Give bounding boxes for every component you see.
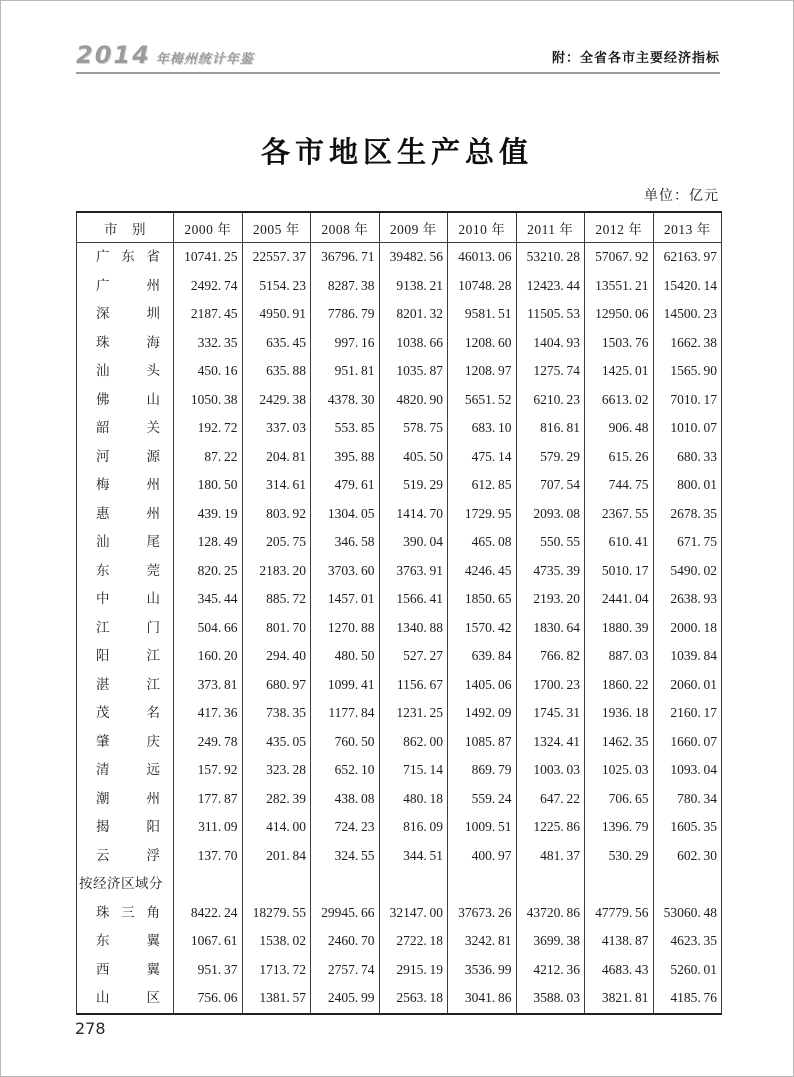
value-cell xyxy=(585,870,654,899)
value-cell: 294. 40 xyxy=(242,642,311,671)
value-cell: 475. 14 xyxy=(448,443,517,472)
value-cell: 671. 75 xyxy=(653,528,722,557)
city-name-cell: 珠 海 xyxy=(77,329,174,358)
value-cell: 906. 48 xyxy=(585,414,654,443)
value-cell: 800. 01 xyxy=(653,471,722,500)
value-cell: 1208. 97 xyxy=(448,357,517,386)
value-cell: 479. 61 xyxy=(311,471,380,500)
city-name-cell: 清 远 xyxy=(77,756,174,785)
value-cell: 683. 10 xyxy=(448,414,517,443)
value-cell: 1565. 90 xyxy=(653,357,722,386)
value-cell: 1700. 23 xyxy=(516,671,585,700)
table-header xyxy=(77,212,722,243)
table-row xyxy=(77,272,722,301)
value-cell: 465. 08 xyxy=(448,528,517,557)
column-header-year: 2011 年 xyxy=(516,212,585,243)
value-cell: 7010. 17 xyxy=(653,386,722,415)
value-cell: 1156. 67 xyxy=(379,671,448,700)
value-cell: 1010. 07 xyxy=(653,414,722,443)
city-name-cell: 肇 庆 xyxy=(77,728,174,757)
city-name-cell: 广 州 xyxy=(77,272,174,301)
table-row xyxy=(77,243,722,272)
value-cell: 1225. 86 xyxy=(516,813,585,842)
value-cell: 766. 82 xyxy=(516,642,585,671)
table-row xyxy=(77,813,722,842)
value-cell: 1566. 41 xyxy=(379,585,448,614)
value-cell: 2678. 35 xyxy=(653,500,722,529)
value-cell: 205. 75 xyxy=(242,528,311,557)
value-cell: 635. 88 xyxy=(242,357,311,386)
value-cell: 4623. 35 xyxy=(653,927,722,956)
value-cell: 7786. 79 xyxy=(311,300,380,329)
value-cell: 6613. 02 xyxy=(585,386,654,415)
value-cell: 553. 85 xyxy=(311,414,380,443)
value-cell: 3699. 38 xyxy=(516,927,585,956)
value-cell: 2638. 93 xyxy=(653,585,722,614)
value-cell: 249. 78 xyxy=(174,728,243,757)
value-cell: 615. 26 xyxy=(585,443,654,472)
value-cell: 724. 23 xyxy=(311,813,380,842)
value-cell: 738. 35 xyxy=(242,699,311,728)
table-row xyxy=(77,528,722,557)
table-row xyxy=(77,386,722,415)
value-cell: 1503. 76 xyxy=(585,329,654,358)
value-cell: 8422. 24 xyxy=(174,899,243,928)
value-cell: 1038. 66 xyxy=(379,329,448,358)
city-name-cell: 山 区 xyxy=(77,984,174,1014)
city-name-cell: 汕 尾 xyxy=(77,528,174,557)
value-cell: 12423. 44 xyxy=(516,272,585,301)
value-cell: 1462. 35 xyxy=(585,728,654,757)
value-cell: 53210. 28 xyxy=(516,243,585,272)
value-cell: 414. 00 xyxy=(242,813,311,842)
value-cell: 1880. 39 xyxy=(585,614,654,643)
value-cell: 32147. 00 xyxy=(379,899,448,928)
value-cell: 344. 51 xyxy=(379,842,448,871)
value-cell: 1035. 87 xyxy=(379,357,448,386)
value-cell: 706. 65 xyxy=(585,785,654,814)
value-cell: 1414. 70 xyxy=(379,500,448,529)
value-cell: 5260. 01 xyxy=(653,956,722,985)
value-cell: 2441. 04 xyxy=(585,585,654,614)
value-cell: 2492. 74 xyxy=(174,272,243,301)
value-cell: 1457. 01 xyxy=(311,585,380,614)
value-cell: 87. 22 xyxy=(174,443,243,472)
value-cell: 2722. 18 xyxy=(379,927,448,956)
value-cell: 137. 70 xyxy=(174,842,243,871)
table-row xyxy=(77,842,722,871)
value-cell: 323. 28 xyxy=(242,756,311,785)
value-cell: 1860. 22 xyxy=(585,671,654,700)
value-cell: 8287. 38 xyxy=(311,272,380,301)
table-row xyxy=(77,329,722,358)
value-cell: 2405. 99 xyxy=(311,984,380,1014)
table-row xyxy=(77,557,722,586)
value-cell: 400. 97 xyxy=(448,842,517,871)
logo-year-text: 2014 xyxy=(76,41,151,69)
value-cell: 192. 72 xyxy=(174,414,243,443)
table-row xyxy=(77,671,722,700)
value-cell: 635. 45 xyxy=(242,329,311,358)
table-row xyxy=(77,899,722,928)
value-cell: 1538. 02 xyxy=(242,927,311,956)
value-cell: 10748. 28 xyxy=(448,272,517,301)
value-cell: 707. 54 xyxy=(516,471,585,500)
value-cell: 417. 36 xyxy=(174,699,243,728)
value-cell xyxy=(174,870,243,899)
value-cell xyxy=(242,870,311,899)
table-row xyxy=(77,785,722,814)
value-cell: 36796. 71 xyxy=(311,243,380,272)
value-cell: 862. 00 xyxy=(379,728,448,757)
value-cell: 373. 81 xyxy=(174,671,243,700)
column-header-year: 2000 年 xyxy=(174,212,243,243)
value-cell: 157. 92 xyxy=(174,756,243,785)
value-cell: 282. 39 xyxy=(242,785,311,814)
value-cell: 180. 50 xyxy=(174,471,243,500)
value-cell: 4735. 39 xyxy=(516,557,585,586)
value-cell: 559. 24 xyxy=(448,785,517,814)
value-cell: 780. 34 xyxy=(653,785,722,814)
value-cell: 3041. 86 xyxy=(448,984,517,1014)
value-cell: 1729. 95 xyxy=(448,500,517,529)
city-name-cell: 中 山 xyxy=(77,585,174,614)
table-row xyxy=(77,984,722,1014)
value-cell: 128. 49 xyxy=(174,528,243,557)
city-name-cell: 茂 名 xyxy=(77,699,174,728)
table-row xyxy=(77,756,722,785)
value-cell: 1067. 61 xyxy=(174,927,243,956)
value-cell: 29945. 66 xyxy=(311,899,380,928)
value-cell: 610. 41 xyxy=(585,528,654,557)
value-cell: 519. 29 xyxy=(379,471,448,500)
value-cell: 3763. 91 xyxy=(379,557,448,586)
section-label-cell: 按经济区域分 xyxy=(77,870,174,899)
value-cell: 4212. 36 xyxy=(516,956,585,985)
value-cell: 13551. 21 xyxy=(585,272,654,301)
value-cell: 204. 81 xyxy=(242,443,311,472)
value-cell: 481. 37 xyxy=(516,842,585,871)
value-cell: 579. 29 xyxy=(516,443,585,472)
value-cell: 1275. 74 xyxy=(516,357,585,386)
value-cell: 1177. 84 xyxy=(311,699,380,728)
value-cell: 647. 22 xyxy=(516,785,585,814)
value-cell: 1208. 60 xyxy=(448,329,517,358)
value-cell: 1009. 51 xyxy=(448,813,517,842)
value-cell: 9138. 21 xyxy=(379,272,448,301)
unit-label: 单位：亿元 xyxy=(644,189,719,204)
value-cell xyxy=(448,870,517,899)
value-cell: 8201. 32 xyxy=(379,300,448,329)
table-row xyxy=(77,614,722,643)
value-cell: 3703. 60 xyxy=(311,557,380,586)
value-cell: 3242. 81 xyxy=(448,927,517,956)
value-cell: 1039. 84 xyxy=(653,642,722,671)
value-cell: 1745. 31 xyxy=(516,699,585,728)
value-cell: 4950. 91 xyxy=(242,300,311,329)
value-cell: 1270. 88 xyxy=(311,614,380,643)
value-cell: 578. 75 xyxy=(379,414,448,443)
value-cell: 57067. 92 xyxy=(585,243,654,272)
table-row xyxy=(77,699,722,728)
value-cell: 62163. 97 xyxy=(653,243,722,272)
value-cell: 801. 70 xyxy=(242,614,311,643)
value-cell: 1085. 87 xyxy=(448,728,517,757)
value-cell: 530. 29 xyxy=(585,842,654,871)
city-name-cell: 江 门 xyxy=(77,614,174,643)
value-cell: 5651. 52 xyxy=(448,386,517,415)
value-cell: 6210. 23 xyxy=(516,386,585,415)
value-cell: 337. 03 xyxy=(242,414,311,443)
value-cell: 39482. 56 xyxy=(379,243,448,272)
value-cell: 1304. 05 xyxy=(311,500,380,529)
value-cell: 1492. 09 xyxy=(448,699,517,728)
value-cell: 311. 09 xyxy=(174,813,243,842)
value-cell: 869. 79 xyxy=(448,756,517,785)
value-cell: 504. 66 xyxy=(174,614,243,643)
value-cell: 22557. 37 xyxy=(242,243,311,272)
value-cell: 2060. 01 xyxy=(653,671,722,700)
city-name-cell: 揭 阳 xyxy=(77,813,174,842)
value-cell: 887. 03 xyxy=(585,642,654,671)
city-name-cell: 广 东 省 xyxy=(77,243,174,272)
logo-title-text: 年梅州统计年鉴 xyxy=(155,52,254,67)
city-name-cell: 潮 州 xyxy=(77,785,174,814)
gdp-table xyxy=(76,211,722,1015)
value-cell: 1570. 42 xyxy=(448,614,517,643)
value-cell: 1405. 06 xyxy=(448,671,517,700)
value-cell: 405. 50 xyxy=(379,443,448,472)
value-cell: 43720. 86 xyxy=(516,899,585,928)
value-cell: 803. 92 xyxy=(242,500,311,529)
value-cell: 1396. 79 xyxy=(585,813,654,842)
value-cell: 332. 35 xyxy=(174,329,243,358)
city-name-cell: 佛 山 xyxy=(77,386,174,415)
value-cell: 1404. 93 xyxy=(516,329,585,358)
value-cell: 345. 44 xyxy=(174,585,243,614)
value-cell: 4820. 90 xyxy=(379,386,448,415)
value-cell: 1025. 03 xyxy=(585,756,654,785)
value-cell: 680. 97 xyxy=(242,671,311,700)
value-cell: 2915. 19 xyxy=(379,956,448,985)
column-header-year: 2012 年 xyxy=(585,212,654,243)
city-name-cell: 汕 头 xyxy=(77,357,174,386)
city-name-cell: 河 源 xyxy=(77,443,174,472)
value-cell: 2367. 55 xyxy=(585,500,654,529)
table-row xyxy=(77,443,722,472)
value-cell: 2183. 20 xyxy=(242,557,311,586)
value-cell: 439. 19 xyxy=(174,500,243,529)
value-cell: 177. 87 xyxy=(174,785,243,814)
value-cell: 4138. 87 xyxy=(585,927,654,956)
table-row xyxy=(77,500,722,529)
city-name-cell: 东 莞 xyxy=(77,557,174,586)
value-cell: 2429. 38 xyxy=(242,386,311,415)
value-cell: 2460. 70 xyxy=(311,927,380,956)
table-row xyxy=(77,927,722,956)
column-header-year: 2013 年 xyxy=(653,212,722,243)
value-cell: 4378. 30 xyxy=(311,386,380,415)
value-cell: 53060. 48 xyxy=(653,899,722,928)
value-cell xyxy=(516,870,585,899)
table-row xyxy=(77,585,722,614)
city-name-cell: 云 浮 xyxy=(77,842,174,871)
value-cell: 1050. 38 xyxy=(174,386,243,415)
value-cell: 1662. 38 xyxy=(653,329,722,358)
value-cell xyxy=(379,870,448,899)
value-cell: 10741. 25 xyxy=(174,243,243,272)
table-row xyxy=(77,414,722,443)
yearbook-logo xyxy=(76,43,254,67)
value-cell: 756. 06 xyxy=(174,984,243,1014)
city-name-cell: 韶 关 xyxy=(77,414,174,443)
table-row xyxy=(77,357,722,386)
value-cell xyxy=(311,870,380,899)
column-header-year: 2010 年 xyxy=(448,212,517,243)
city-name-cell: 阳 江 xyxy=(77,642,174,671)
value-cell: 760. 50 xyxy=(311,728,380,757)
value-cell: 680. 33 xyxy=(653,443,722,472)
value-cell: 1003. 03 xyxy=(516,756,585,785)
value-cell: 1381. 57 xyxy=(242,984,311,1014)
value-cell: 435. 05 xyxy=(242,728,311,757)
value-cell: 820. 25 xyxy=(174,557,243,586)
column-header-year: 2005 年 xyxy=(242,212,311,243)
value-cell: 37673. 26 xyxy=(448,899,517,928)
column-header-year: 2008 年 xyxy=(311,212,380,243)
table-row xyxy=(77,728,722,757)
table-row xyxy=(77,642,722,671)
value-cell: 652. 10 xyxy=(311,756,380,785)
city-name-cell: 梅 州 xyxy=(77,471,174,500)
value-cell: 1093. 04 xyxy=(653,756,722,785)
table-row xyxy=(77,870,722,899)
value-cell: 2160. 17 xyxy=(653,699,722,728)
page-number: 278 xyxy=(75,1019,106,1038)
value-cell: 1099. 41 xyxy=(311,671,380,700)
value-cell: 12950. 06 xyxy=(585,300,654,329)
city-name-cell: 东 翼 xyxy=(77,927,174,956)
value-cell: 2193. 20 xyxy=(516,585,585,614)
value-cell: 527. 27 xyxy=(379,642,448,671)
city-name-cell: 惠 州 xyxy=(77,500,174,529)
value-cell: 160. 20 xyxy=(174,642,243,671)
city-name-cell: 湛 江 xyxy=(77,671,174,700)
value-cell: 2757. 74 xyxy=(311,956,380,985)
value-cell: 1713. 72 xyxy=(242,956,311,985)
value-cell: 951. 37 xyxy=(174,956,243,985)
value-cell: 4246. 45 xyxy=(448,557,517,586)
page-title: 各市地区生产总值 xyxy=(260,137,533,169)
value-cell: 9581. 51 xyxy=(448,300,517,329)
value-cell: 1340. 88 xyxy=(379,614,448,643)
value-cell: 11505. 53 xyxy=(516,300,585,329)
value-cell: 3821. 81 xyxy=(585,984,654,1014)
table-row xyxy=(77,300,722,329)
table-header-row xyxy=(77,212,722,243)
value-cell: 4185. 76 xyxy=(653,984,722,1014)
value-cell: 1425. 01 xyxy=(585,357,654,386)
value-cell: 390. 04 xyxy=(379,528,448,557)
city-name-cell: 西 翼 xyxy=(77,956,174,985)
table-row xyxy=(77,471,722,500)
value-cell: 885. 72 xyxy=(242,585,311,614)
value-cell: 3588. 03 xyxy=(516,984,585,1014)
value-cell: 450. 16 xyxy=(174,357,243,386)
value-cell: 2093. 08 xyxy=(516,500,585,529)
value-cell: 4683. 43 xyxy=(585,956,654,985)
value-cell: 18279. 55 xyxy=(242,899,311,928)
value-cell: 1850. 65 xyxy=(448,585,517,614)
running-header xyxy=(76,43,720,74)
value-cell: 744. 75 xyxy=(585,471,654,500)
value-cell: 395. 88 xyxy=(311,443,380,472)
value-cell: 46013. 06 xyxy=(448,243,517,272)
value-cell: 346. 58 xyxy=(311,528,380,557)
value-cell: 1605. 35 xyxy=(653,813,722,842)
value-cell: 2563. 18 xyxy=(379,984,448,1014)
value-cell: 314. 61 xyxy=(242,471,311,500)
column-header-year: 2009 年 xyxy=(379,212,448,243)
city-name-cell: 深 圳 xyxy=(77,300,174,329)
value-cell: 201. 84 xyxy=(242,842,311,871)
value-cell: 480. 50 xyxy=(311,642,380,671)
value-cell: 1660. 07 xyxy=(653,728,722,757)
value-cell xyxy=(653,870,722,899)
value-cell: 2000. 18 xyxy=(653,614,722,643)
value-cell: 816. 81 xyxy=(516,414,585,443)
value-cell: 1936. 18 xyxy=(585,699,654,728)
value-cell: 997. 16 xyxy=(311,329,380,358)
value-cell: 480. 18 xyxy=(379,785,448,814)
value-cell: 715. 14 xyxy=(379,756,448,785)
table-row xyxy=(77,956,722,985)
value-cell: 5154. 23 xyxy=(242,272,311,301)
value-cell: 639. 84 xyxy=(448,642,517,671)
value-cell: 15420. 14 xyxy=(653,272,722,301)
value-cell: 816. 09 xyxy=(379,813,448,842)
value-cell: 550. 55 xyxy=(516,528,585,557)
value-cell: 612. 85 xyxy=(448,471,517,500)
value-cell: 951. 81 xyxy=(311,357,380,386)
value-cell: 324. 55 xyxy=(311,842,380,871)
column-header-city: 市 别 xyxy=(77,212,174,243)
table-body xyxy=(77,243,722,1014)
value-cell: 3536. 99 xyxy=(448,956,517,985)
value-cell: 1830. 64 xyxy=(516,614,585,643)
value-cell: 14500. 23 xyxy=(653,300,722,329)
value-cell: 5490. 02 xyxy=(653,557,722,586)
city-name-cell: 珠 三 角 xyxy=(77,899,174,928)
value-cell: 2187. 45 xyxy=(174,300,243,329)
value-cell: 1324. 41 xyxy=(516,728,585,757)
value-cell: 1231. 25 xyxy=(379,699,448,728)
value-cell: 438. 08 xyxy=(311,785,380,814)
value-cell: 5010. 17 xyxy=(585,557,654,586)
value-cell: 602. 30 xyxy=(653,842,722,871)
header-section-title: 附：全省各市主要经济指标 xyxy=(551,51,720,67)
value-cell: 47779. 56 xyxy=(585,899,654,928)
